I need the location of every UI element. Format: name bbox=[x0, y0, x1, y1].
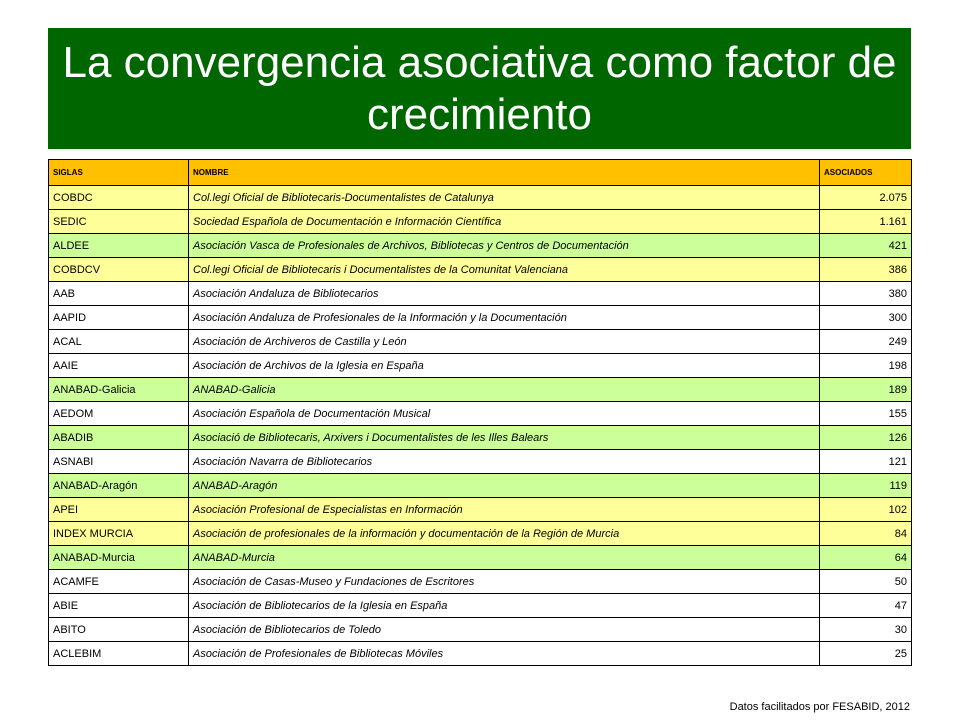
cell-siglas: ACAL bbox=[49, 330, 189, 354]
cell-nombre: ANABAD-Murcia bbox=[189, 546, 820, 570]
cell-asociados: 189 bbox=[820, 378, 912, 402]
cell-nombre: Asociación Española de Documentación Musical bbox=[189, 402, 820, 426]
table-row bbox=[49, 402, 912, 426]
cell-nombre: Asociación de Profesionales de Bibliotecas Móviles bbox=[189, 642, 820, 666]
cell-nombre: Col.legi Oficial de Bibliotecaris i Documentalistes de la Comunitat Valenciana bbox=[189, 258, 820, 282]
table-row bbox=[49, 570, 912, 594]
cell-asociados: 84 bbox=[820, 522, 912, 546]
cell-siglas: APEI bbox=[49, 498, 189, 522]
cell-nombre: Asociación de profesionales de la información y documentación de la Región de Murcia bbox=[189, 522, 820, 546]
table-row bbox=[49, 378, 912, 402]
cell-nombre: Asociación de Casas-Museo y Fundaciones de Escritores bbox=[189, 570, 820, 594]
cell-siglas: ANABAD-Murcia bbox=[49, 546, 189, 570]
source-note: Datos facilitados por FESABID, 2012 bbox=[729, 701, 910, 713]
cell-siglas: ASNABI bbox=[49, 450, 189, 474]
table-row bbox=[49, 330, 912, 354]
cell-siglas: ACAMFE bbox=[49, 570, 189, 594]
table-row bbox=[49, 306, 912, 330]
cell-nombre: Asociación Vasca de Profesionales de Archivos, Bibliotecas y Centros de Documentación bbox=[189, 234, 820, 258]
cell-nombre: Asociación Andaluza de Bibliotecarios bbox=[189, 282, 820, 306]
page-title: La convergencia asociativa como factor de crecimiento bbox=[62, 37, 897, 139]
cell-asociados: 47 bbox=[820, 594, 912, 618]
table-row bbox=[49, 210, 912, 234]
cell-nombre: ANABAD-Aragón bbox=[189, 474, 820, 498]
table-row bbox=[49, 594, 912, 618]
cell-asociados: 386 bbox=[820, 258, 912, 282]
cell-asociados: 1.161 bbox=[820, 210, 912, 234]
cell-asociados: 2.075 bbox=[820, 186, 912, 210]
cell-asociados: 421 bbox=[820, 234, 912, 258]
cell-nombre: Sociedad Española de Documentación e Información Científica bbox=[189, 210, 820, 234]
cell-siglas: COBDC bbox=[49, 186, 189, 210]
cell-siglas: AEDOM bbox=[49, 402, 189, 426]
cell-asociados: 25 bbox=[820, 642, 912, 666]
cell-asociados: 102 bbox=[820, 498, 912, 522]
cell-nombre: Asociación de Bibliotecarios de Toledo bbox=[189, 618, 820, 642]
table-row bbox=[49, 642, 912, 666]
header-nombre: NOMBRE bbox=[189, 160, 820, 186]
cell-nombre: Asociación de Archiveros de Castilla y León bbox=[189, 330, 820, 354]
cell-siglas: AAIE bbox=[49, 354, 189, 378]
cell-asociados: 50 bbox=[820, 570, 912, 594]
cell-nombre: Asociación Andaluza de Profesionales de la Información y la Documentación bbox=[189, 306, 820, 330]
table-row bbox=[49, 546, 912, 570]
cell-siglas: AAPID bbox=[49, 306, 189, 330]
cell-siglas: ABIE bbox=[49, 594, 189, 618]
cell-nombre: ANABAD-Galicia bbox=[189, 378, 820, 402]
cell-asociados: 198 bbox=[820, 354, 912, 378]
table-row bbox=[49, 282, 912, 306]
cell-asociados: 64 bbox=[820, 546, 912, 570]
cell-nombre: Col.legi Oficial de Bibliotecaris-Documentalistes de Catalunya bbox=[189, 186, 820, 210]
table-row bbox=[49, 474, 912, 498]
table-body bbox=[49, 186, 912, 666]
cell-nombre: Asociación Navarra de Bibliotecarios bbox=[189, 450, 820, 474]
cell-asociados: 380 bbox=[820, 282, 912, 306]
table-row bbox=[49, 618, 912, 642]
table-row bbox=[49, 234, 912, 258]
table-row bbox=[49, 258, 912, 282]
cell-asociados: 126 bbox=[820, 426, 912, 450]
cell-nombre: Asociació de Bibliotecaris, Arxivers i Documentalistes de les Illes Balears bbox=[189, 426, 820, 450]
cell-siglas: SEDIC bbox=[49, 210, 189, 234]
cell-siglas: AAB bbox=[49, 282, 189, 306]
cell-nombre: Asociación de Archivos de la Iglesia en España bbox=[189, 354, 820, 378]
cell-asociados: 30 bbox=[820, 618, 912, 642]
header-siglas: SIGLAS bbox=[49, 160, 189, 186]
title-banner bbox=[48, 28, 911, 149]
table-row bbox=[49, 186, 912, 210]
cell-siglas: ANABAD-Galicia bbox=[49, 378, 189, 402]
cell-siglas: INDEX MURCIA bbox=[49, 522, 189, 546]
table-row bbox=[49, 522, 912, 546]
cell-siglas: ABADIB bbox=[49, 426, 189, 450]
cell-asociados: 119 bbox=[820, 474, 912, 498]
table-row bbox=[49, 450, 912, 474]
cell-nombre: Asociación de Bibliotecarios de la Iglesia en España bbox=[189, 594, 820, 618]
cell-asociados: 155 bbox=[820, 402, 912, 426]
table-row bbox=[49, 498, 912, 522]
cell-asociados: 300 bbox=[820, 306, 912, 330]
cell-siglas: ANABAD-Aragón bbox=[49, 474, 189, 498]
cell-siglas: ALDEE bbox=[49, 234, 189, 258]
cell-nombre: Asociación Profesional de Especialistas en Información bbox=[189, 498, 820, 522]
cell-asociados: 121 bbox=[820, 450, 912, 474]
header-asociados: ASOCIADOS bbox=[820, 160, 912, 186]
associations-table bbox=[48, 159, 912, 666]
cell-siglas: ABITO bbox=[49, 618, 189, 642]
cell-asociados: 249 bbox=[820, 330, 912, 354]
table-row bbox=[49, 426, 912, 450]
table-header-row bbox=[49, 160, 912, 186]
cell-siglas: ACLEBIM bbox=[49, 642, 189, 666]
cell-siglas: COBDCV bbox=[49, 258, 189, 282]
table-row bbox=[49, 354, 912, 378]
